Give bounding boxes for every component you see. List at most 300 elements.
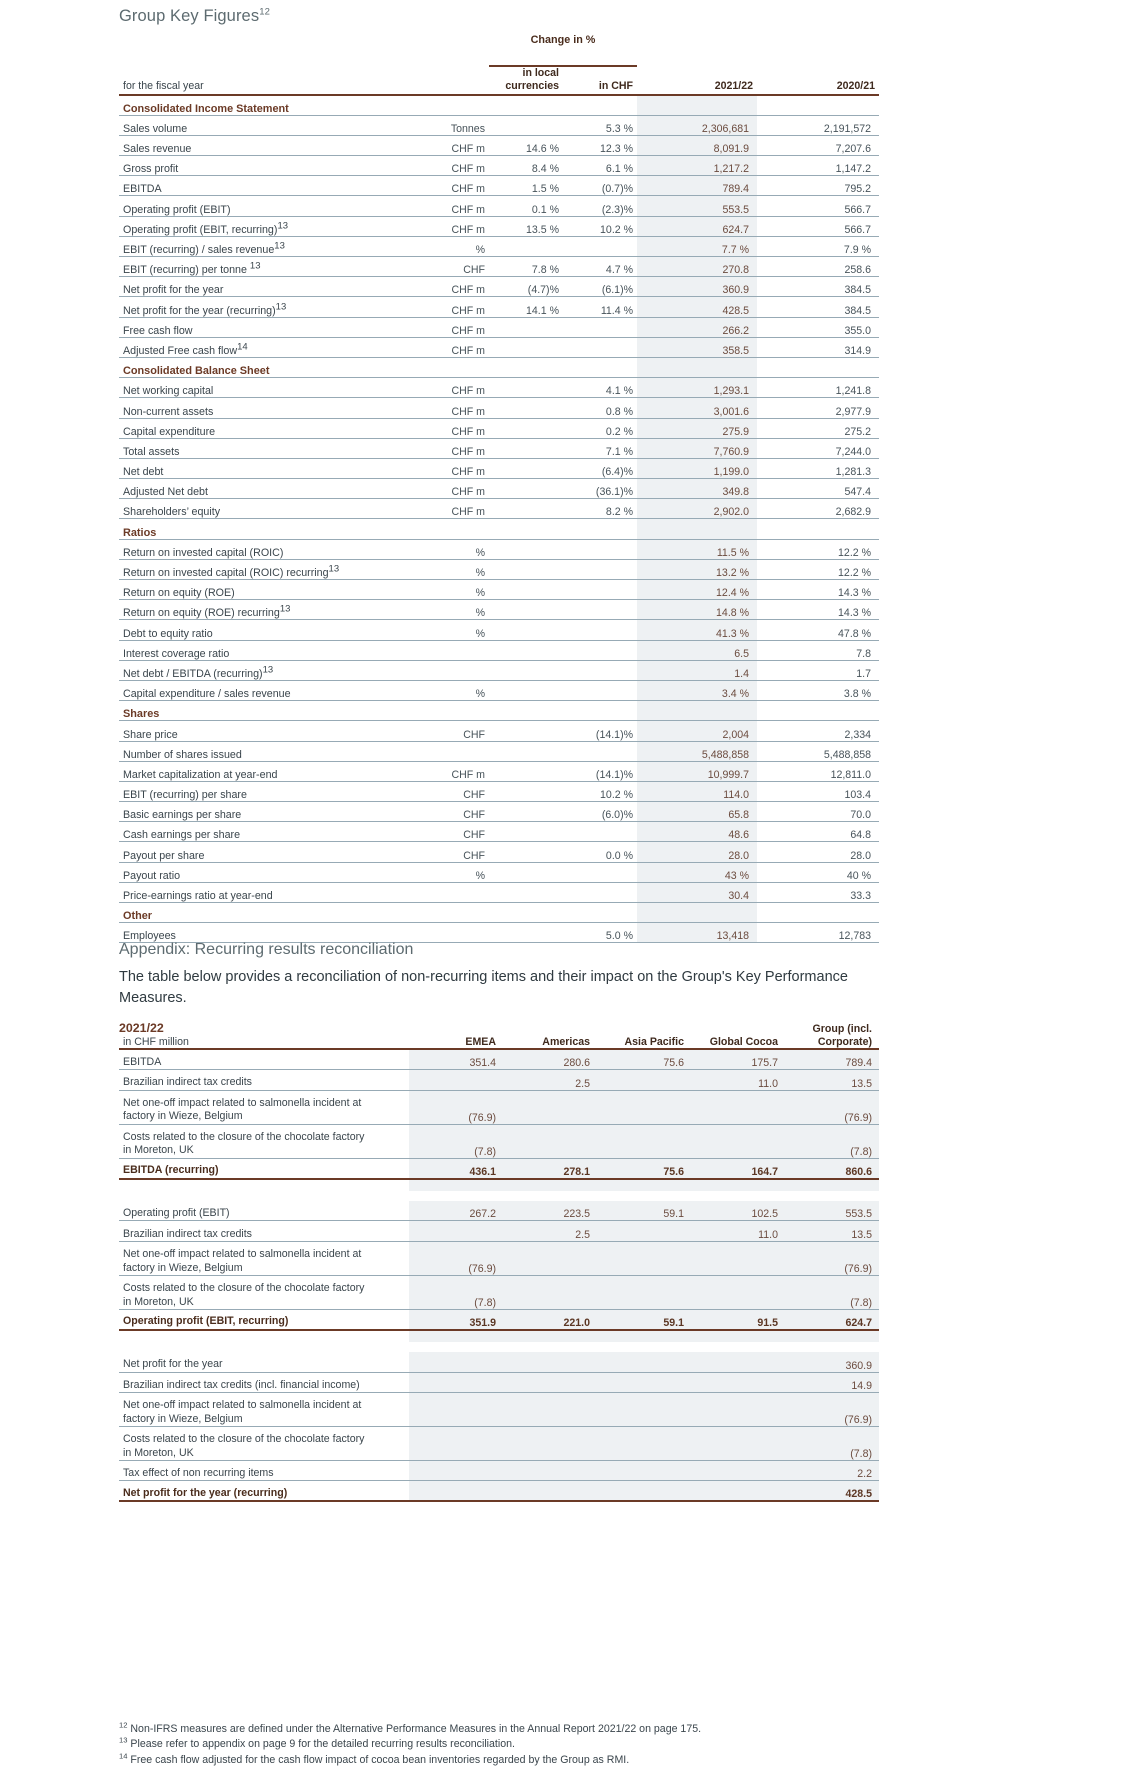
- appendix-row-value: 436.1: [409, 1158, 503, 1178]
- appendix-row-value: [409, 1070, 503, 1090]
- row-value-prior: 547.4: [757, 479, 879, 499]
- row-value-current: 553.5: [637, 196, 757, 216]
- row-change-local: (4.7)%: [489, 277, 563, 297]
- appendix-block-spacer: [119, 1330, 879, 1342]
- row-value-prior: 14.3 %: [757, 600, 879, 620]
- appendix-table-row: [119, 1352, 879, 1372]
- row-change-chf: 0.8 %: [563, 398, 637, 418]
- table-row: [119, 822, 879, 842]
- row-label: Net profit for the year: [119, 277, 409, 297]
- spacer-cell: [119, 30, 409, 46]
- appendix-row-value: 175.7: [691, 1049, 785, 1069]
- appendix-row-value: [691, 1352, 785, 1372]
- row-value-prior: 40 %: [757, 862, 879, 882]
- section-unit-cell: [409, 519, 489, 539]
- appendix-header-row: [119, 1023, 879, 1049]
- row-value-current: 11.5 %: [637, 539, 757, 559]
- table-row: [119, 862, 879, 882]
- row-change-chf: [563, 680, 637, 700]
- appendix-row-value: (76.9): [785, 1393, 879, 1427]
- section-current-cell: [637, 519, 757, 539]
- row-value-prior: 12,783: [757, 923, 879, 943]
- row-change-local: [489, 741, 563, 761]
- appendix-table-row: [119, 1221, 879, 1241]
- row-value-prior: 103.4: [757, 781, 879, 801]
- table-row: [119, 176, 879, 196]
- row-value-current: 28.0: [637, 842, 757, 862]
- row-label: Number of shares issued: [119, 741, 409, 761]
- row-change-local: [489, 660, 563, 680]
- row-value-current: 360.9: [637, 277, 757, 297]
- row-change-local: [489, 317, 563, 337]
- row-change-local: [489, 781, 563, 801]
- row-change-local: [489, 761, 563, 781]
- row-value-current: 41.3 %: [637, 620, 757, 640]
- table-row: [119, 923, 879, 943]
- row-value-prior: 7.9 %: [757, 236, 879, 256]
- appendix-row-value: (76.9): [409, 1090, 503, 1124]
- row-change-chf: [563, 559, 637, 579]
- row-value-prior: 1.7: [757, 660, 879, 680]
- appendix-row-value: [691, 1372, 785, 1392]
- row-label: EBITDA: [119, 176, 409, 196]
- section-title: Consolidated Balance Sheet: [119, 357, 409, 377]
- row-value-current: 270.8: [637, 257, 757, 277]
- row-change-chf: 4.1 %: [563, 378, 637, 398]
- row-value-current: 65.8: [637, 802, 757, 822]
- row-change-chf: 5.3 %: [563, 115, 637, 135]
- row-value-current: 3,001.6: [637, 398, 757, 418]
- page-title-footnote-marker: 12: [259, 6, 270, 18]
- row-unit: [409, 741, 489, 761]
- appendix-row-value: [409, 1372, 503, 1392]
- row-change-chf: [563, 741, 637, 761]
- row-change-chf: [563, 580, 637, 600]
- row-value-current: 1,217.2: [637, 156, 757, 176]
- appendix-row-value: 91.5: [691, 1309, 785, 1329]
- appendix-row-value: 11.0: [691, 1221, 785, 1241]
- appendix-row-value: (7.8): [409, 1275, 503, 1309]
- row-unit: %: [409, 539, 489, 559]
- row-value-current: 428.5: [637, 297, 757, 317]
- row-value-prior: 2,977.9: [757, 398, 879, 418]
- table-row: [119, 418, 879, 438]
- appendix-row-value: 223.5: [503, 1201, 597, 1221]
- row-unit: CHF m: [409, 196, 489, 216]
- row-value-prior: 14.3 %: [757, 580, 879, 600]
- section-unit-cell: [409, 701, 489, 721]
- appendix-row-value: 164.7: [691, 1158, 785, 1178]
- table-row: [119, 135, 879, 155]
- spacer-cell: [409, 46, 489, 66]
- appendix-row-label: EBITDA (recurring): [119, 1158, 409, 1178]
- section-prior-cell: [757, 357, 879, 377]
- row-value-prior: 7,207.6: [757, 135, 879, 155]
- row-label: Return on invested capital (ROIC) recurring$^{13}$: [119, 559, 409, 579]
- row-label: Market capitalization at year-end: [119, 761, 409, 781]
- appendix-row-value: [503, 1124, 597, 1158]
- appendix-row-value: (7.8): [409, 1124, 503, 1158]
- appendix-table-row: [119, 1461, 879, 1481]
- appendix-table-row: [119, 1309, 879, 1329]
- section-title: Consolidated Income Statement: [119, 95, 409, 115]
- row-change-chf: [563, 640, 637, 660]
- row-change-local: [489, 337, 563, 357]
- table-row: [119, 458, 879, 478]
- row-unit: [409, 660, 489, 680]
- appendix-row-value: [503, 1461, 597, 1481]
- row-change-chf: [563, 317, 637, 337]
- row-label: Free cash flow: [119, 317, 409, 337]
- row-change-local: [489, 600, 563, 620]
- page-title-text: Group Key Figures: [119, 7, 260, 25]
- row-change-chf: [563, 236, 637, 256]
- row-value-prior: 355.0: [757, 317, 879, 337]
- row-unit: CHF m: [409, 176, 489, 196]
- appendix-row-label: EBITDA: [119, 1049, 409, 1069]
- spacer-cell: [785, 1330, 879, 1342]
- spacer-cell: [637, 46, 757, 66]
- row-unit: CHF m: [409, 156, 489, 176]
- row-value-prior: 12,811.0: [757, 761, 879, 781]
- appendix-row-label: Operating profit (EBIT): [119, 1201, 409, 1221]
- footnote-marker: 13: [328, 563, 340, 575]
- table-row: [119, 600, 879, 620]
- appendix-row-value: [691, 1427, 785, 1461]
- section-local-cell: [489, 357, 563, 377]
- section-unit-cell: [409, 95, 489, 115]
- row-change-chf: [563, 882, 637, 902]
- page-title: [119, 7, 270, 26]
- row-unit: %: [409, 680, 489, 700]
- row-value-prior: 1,147.2: [757, 156, 879, 176]
- row-value-current: 1,293.1: [637, 378, 757, 398]
- column-header-unit: [409, 66, 489, 95]
- appendix-table-row: [119, 1481, 879, 1501]
- section-local-cell: [489, 95, 563, 115]
- appendix-column-header-label: in CHF million: [119, 1023, 409, 1049]
- section-local-cell: [489, 903, 563, 923]
- row-change-local: [489, 418, 563, 438]
- row-label: Price-earnings ratio at year-end: [119, 882, 409, 902]
- section-chf-cell: [563, 701, 637, 721]
- row-unit: Tonnes: [409, 115, 489, 135]
- row-unit: CHF m: [409, 317, 489, 337]
- row-label: Capital expenditure: [119, 418, 409, 438]
- row-label: Adjusted Free cash flow$^{14}$: [119, 337, 409, 357]
- row-unit: %: [409, 600, 489, 620]
- row-change-local: 1.5 %: [489, 176, 563, 196]
- row-label: Cash earnings per share: [119, 822, 409, 842]
- spacer-cell: [597, 1330, 691, 1342]
- section-unit-cell: [409, 357, 489, 377]
- row-label: Operating profit (EBIT, recurring)$^{13}$: [119, 216, 409, 236]
- change-group-header: Change in %: [530, 34, 596, 46]
- appendix-column-header-americas: Americas: [503, 1023, 597, 1049]
- appendix-block-spacer: [119, 1179, 879, 1191]
- row-value-prior: 2,682.9: [757, 499, 879, 519]
- appendix-table-row: [119, 1070, 879, 1090]
- section-header-row: [119, 95, 879, 115]
- row-label: Payout per share: [119, 842, 409, 862]
- spacer-cell: [691, 1179, 785, 1191]
- row-change-chf: (36.1)%: [563, 479, 637, 499]
- appendix-row-value: 75.6: [597, 1158, 691, 1178]
- appendix-row-value: 11.0: [691, 1070, 785, 1090]
- table-row: [119, 660, 879, 680]
- appendix-row-label: Operating profit (EBIT, recurring): [119, 1309, 409, 1329]
- row-value-current: 48.6: [637, 822, 757, 842]
- row-value-current: 5,488,858: [637, 741, 757, 761]
- footnote-marker: 13: [277, 220, 289, 232]
- appendix-row-value: [503, 1372, 597, 1392]
- row-value-prior: 5,488,858: [757, 741, 879, 761]
- table-row: [119, 499, 879, 519]
- table-row: [119, 741, 879, 761]
- section-local-cell: [489, 519, 563, 539]
- row-value-current: 30.4: [637, 882, 757, 902]
- appendix-column-header-global-cocoa: Global Cocoa: [691, 1023, 785, 1049]
- appendix-row-value: [503, 1481, 597, 1501]
- row-unit: CHF m: [409, 761, 489, 781]
- spacer-cell: [119, 1179, 409, 1191]
- table-row: [119, 802, 879, 822]
- row-label: Gross profit: [119, 156, 409, 176]
- table-row: [119, 277, 879, 297]
- row-value-prior: 47.8 %: [757, 620, 879, 640]
- appendix-row-value: [503, 1090, 597, 1124]
- appendix-row-value: 278.1: [503, 1158, 597, 1178]
- row-change-local: [489, 438, 563, 458]
- row-unit: CHF: [409, 721, 489, 741]
- footnote-item: $^{12}$ Non-IFRS measures are defined under the Alternative Performance Measures in the Annual Report 2021/22 on page 175.: [119, 1720, 702, 1735]
- row-label: Capital expenditure / sales revenue: [119, 680, 409, 700]
- table-row: [119, 378, 879, 398]
- table-row: [119, 438, 879, 458]
- row-change-local: [489, 115, 563, 135]
- footnote-marker: 13: [119, 1735, 128, 1745]
- row-change-chf: (6.0)%: [563, 802, 637, 822]
- section-header-row: [119, 357, 879, 377]
- appendix-row-value: (7.8): [785, 1124, 879, 1158]
- appendix-table-row: [119, 1427, 879, 1461]
- section-title: Other: [119, 903, 409, 923]
- appendix-row-value: 14.9: [785, 1372, 879, 1392]
- row-label: Return on invested capital (ROIC): [119, 539, 409, 559]
- row-label: Debt to equity ratio: [119, 620, 409, 640]
- row-label: Net debt / EBITDA (recurring)$^{13}$: [119, 660, 409, 680]
- appendix-table-row: [119, 1158, 879, 1178]
- footnote-marker: 14: [119, 1751, 128, 1761]
- row-value-prior: 2,191,572: [757, 115, 879, 135]
- appendix-row-value: 267.2: [409, 1201, 503, 1221]
- row-change-local: [489, 559, 563, 579]
- row-change-local: [489, 923, 563, 943]
- row-change-chf: 5.0 %: [563, 923, 637, 943]
- row-change-chf: (6.4)%: [563, 458, 637, 478]
- row-value-prior: 314.9: [757, 337, 879, 357]
- row-value-prior: 384.5: [757, 297, 879, 317]
- row-label: EBIT (recurring) / sales revenue$^{13}$: [119, 236, 409, 256]
- appendix-row-value: [503, 1275, 597, 1309]
- appendix-row-value: 860.6: [785, 1158, 879, 1178]
- appendix-row-value: [691, 1275, 785, 1309]
- appendix-row-value: 13.5: [785, 1221, 879, 1241]
- row-change-local: [489, 862, 563, 882]
- row-value-current: 10,999.7: [637, 761, 757, 781]
- table-row: [119, 640, 879, 660]
- appendix-row-label: Brazilian indirect tax credits: [119, 1070, 409, 1090]
- row-label: Employees: [119, 923, 409, 943]
- appendix-row-label: Net one-off impact related to salmonella incident at factory in Wieze, Belgium: [119, 1090, 409, 1124]
- section-chf-cell: [563, 903, 637, 923]
- row-change-local: [489, 620, 563, 640]
- table-row: [119, 761, 879, 781]
- footnote-marker: 13: [249, 260, 261, 272]
- appendix-row-value: [503, 1352, 597, 1372]
- appendix-year-label: 2021/22: [119, 1021, 164, 1035]
- appendix-table-row: [119, 1201, 879, 1221]
- row-label: EBIT (recurring) per tonne $^{13}$: [119, 257, 409, 277]
- appendix-row-value: [597, 1372, 691, 1392]
- row-unit: CHF: [409, 842, 489, 862]
- spacer-cell: [757, 30, 879, 46]
- appendix-row-value: 221.0: [503, 1309, 597, 1329]
- row-unit: %: [409, 862, 489, 882]
- column-header-year-current: 2021/22: [637, 66, 757, 95]
- row-unit: CHF m: [409, 297, 489, 317]
- row-change-local: [489, 458, 563, 478]
- row-change-local: [489, 398, 563, 418]
- row-value-prior: 28.0: [757, 842, 879, 862]
- table-row: [119, 317, 879, 337]
- row-label: Total assets: [119, 438, 409, 458]
- row-change-local: [489, 721, 563, 741]
- row-change-chf: 7.1 %: [563, 438, 637, 458]
- table-row: [119, 721, 879, 741]
- table-row: [119, 115, 879, 135]
- appendix-row-value: 280.6: [503, 1049, 597, 1069]
- appendix-row-value: [597, 1393, 691, 1427]
- section-unit-cell: [409, 903, 489, 923]
- section-current-cell: [637, 903, 757, 923]
- appendix-row-label: Costs related to the closure of the chocolate factory in Moreton, UK: [119, 1275, 409, 1309]
- row-value-current: 349.8: [637, 479, 757, 499]
- row-unit: CHF m: [409, 438, 489, 458]
- row-change-local: 14.1 %: [489, 297, 563, 317]
- appendix-row-value: 428.5: [785, 1481, 879, 1501]
- row-label: Net debt: [119, 458, 409, 478]
- row-change-local: 0.1 %: [489, 196, 563, 216]
- row-unit: CHF: [409, 781, 489, 801]
- row-change-chf: (6.1)%: [563, 277, 637, 297]
- appendix-block-gap: [119, 1191, 879, 1201]
- row-change-chf: [563, 660, 637, 680]
- column-header-year-prior: 2020/21: [757, 66, 879, 95]
- section-prior-cell: [757, 95, 879, 115]
- row-unit: [409, 923, 489, 943]
- spacer-cell: [785, 1179, 879, 1191]
- appendix-intro-text: The table below provides a reconciliation of non-recurring items and their impact on the Group's Key Performance Measures.: [119, 969, 848, 1007]
- row-unit: CHF m: [409, 378, 489, 398]
- appendix-row-value: [409, 1427, 503, 1461]
- row-value-current: 43 %: [637, 862, 757, 882]
- table-row: [119, 156, 879, 176]
- section-chf-cell: [563, 357, 637, 377]
- spacer-cell: [409, 30, 489, 46]
- row-change-chf: [563, 539, 637, 559]
- table-row: [119, 539, 879, 559]
- row-change-local: 7.8 %: [489, 257, 563, 277]
- row-unit: %: [409, 559, 489, 579]
- appendix-block-gap: [119, 1342, 879, 1352]
- row-change-local: [489, 499, 563, 519]
- row-change-local: [489, 236, 563, 256]
- appendix-row-value: 351.4: [409, 1049, 503, 1069]
- appendix-row-value: [597, 1427, 691, 1461]
- table-row: [119, 842, 879, 862]
- appendix-row-value: 624.7: [785, 1309, 879, 1329]
- row-value-prior: 64.8: [757, 822, 879, 842]
- row-change-local: [489, 802, 563, 822]
- row-value-prior: 12.2 %: [757, 559, 879, 579]
- row-change-chf: 6.1 %: [563, 156, 637, 176]
- row-label: Payout ratio: [119, 862, 409, 882]
- row-change-local: 13.5 %: [489, 216, 563, 236]
- row-unit: [409, 882, 489, 902]
- table-row: [119, 781, 879, 801]
- row-value-current: 7,760.9: [637, 438, 757, 458]
- footnotes-block: [119, 1722, 919, 1768]
- row-value-current: 14.8 %: [637, 600, 757, 620]
- footnote-marker: 14: [237, 341, 248, 353]
- appendix-row-label: Tax effect of non recurring items: [119, 1461, 409, 1481]
- row-value-prior: 7.8: [757, 640, 879, 660]
- appendix-table-row: [119, 1241, 879, 1275]
- row-unit: CHF m: [409, 337, 489, 357]
- appendix-heading: Appendix: Recurring results reconciliation: [119, 941, 414, 958]
- row-change-chf: 10.2 %: [563, 216, 637, 236]
- appendix-row-value: [503, 1427, 597, 1461]
- row-change-local: [489, 378, 563, 398]
- row-value-prior: 7,244.0: [757, 438, 879, 458]
- column-header-fiscal-year: for the fiscal year: [119, 66, 409, 95]
- section-header-row: [119, 701, 879, 721]
- appendix-row-label: Net profit for the year (recurring): [119, 1481, 409, 1501]
- footnote-marker: 13: [275, 301, 287, 312]
- appendix-row-value: (7.8): [785, 1275, 879, 1309]
- section-title: Ratios: [119, 519, 409, 539]
- appendix-table-row: [119, 1393, 879, 1427]
- footnote-marker: 13: [262, 664, 274, 676]
- appendix-row-value: [691, 1461, 785, 1481]
- row-change-chf: (14.1)%: [563, 721, 637, 741]
- table-row: [119, 882, 879, 902]
- table-row: [119, 479, 879, 499]
- appendix-row-value: [597, 1124, 691, 1158]
- row-value-current: 7.7 %: [637, 236, 757, 256]
- appendix-row-value: [597, 1461, 691, 1481]
- row-change-local: [489, 822, 563, 842]
- section-prior-cell: [757, 519, 879, 539]
- row-change-chf: 12.3 %: [563, 135, 637, 155]
- row-label: Operating profit (EBIT): [119, 196, 409, 216]
- row-change-chf: (14.1)%: [563, 761, 637, 781]
- section-chf-cell: [563, 519, 637, 539]
- appendix-row-value: [409, 1393, 503, 1427]
- row-value-prior: 566.7: [757, 196, 879, 216]
- table-row: [119, 216, 879, 236]
